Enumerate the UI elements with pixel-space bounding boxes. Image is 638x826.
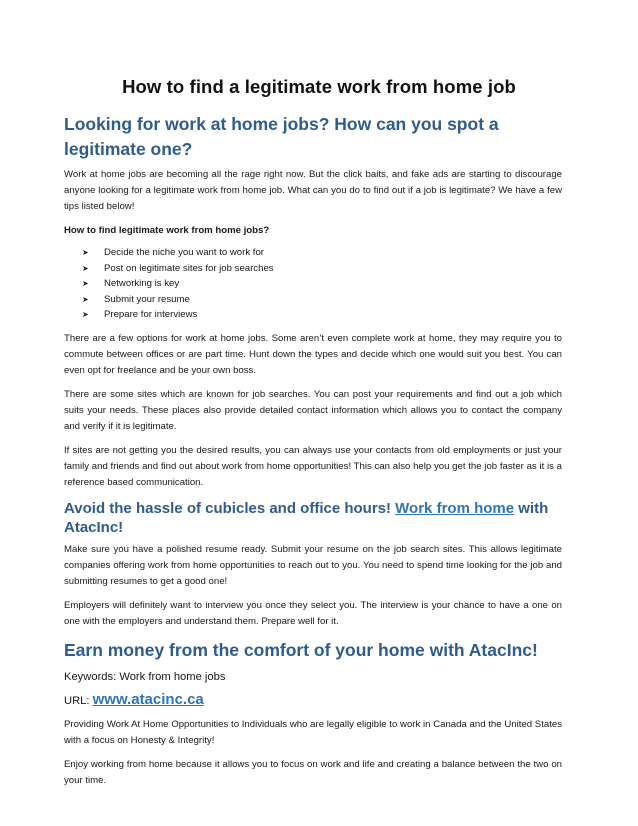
section1-intro: Work at home jobs are becoming all the rage right now. But the click baits, and fake ads are starting to discourage anyone looking for a legitimate work from home job. What can you do to find out if a job is legitimate? We have a few tips listed below! (64, 169, 562, 212)
tip-text: Decide the niche you want to work for (104, 247, 264, 258)
arrow-bullet-icon: ➤ (82, 248, 89, 257)
document-title: How to find a legitimate work from home job (122, 76, 516, 97)
arrow-bullet-icon: ➤ (82, 263, 89, 273)
website-link[interactable]: www.atacinc.ca (92, 691, 204, 709)
tip-text: Networking is key (104, 278, 180, 290)
work-from-home-link[interactable]: Work from home (395, 499, 515, 517)
list-item (82, 292, 562, 308)
section1-paragraph-contacts: If sites are not getting you the desired results, you can always use your contacts from old employments or just your family and friends and find out about work from home opportunities! This can also help you get the job faster as it is a reference based communication. (64, 444, 562, 488)
section1-subheading: How to find legitimate work from home jobs? (64, 225, 270, 236)
section2-heading-pre: Avoid the hassle of cubicles and office hours! (64, 499, 396, 517)
section3-paragraph-providing: Providing Work At Home Opportunities to Individuals who are legally eligible to work in Canada and the United States with a focus on Honesty & Integrity! (64, 719, 562, 747)
url-label: URL: (64, 695, 93, 708)
tip-text: Prepare for interviews (104, 309, 198, 321)
section1-paragraph-options: There are a few options for work at home jobs. Some aren’t even complete work at home, they may require you to commute between offices or are part time. Hunt down the types and decide which one would suit you best. You can even opt for freelance and be your own boss. (64, 332, 562, 376)
list-item (82, 276, 562, 292)
url-line (64, 690, 562, 711)
list-item (82, 261, 562, 277)
arrow-bullet-icon: ➤ (82, 279, 89, 289)
section2-heading (64, 499, 562, 538)
section2-paragraph-resume: Make sure you have a polished resume ready. Submit your resume on the job search sites. This allows legitimate companies offering work from home opportunities to reach out to you. You need to spend time looking for the job and submitting resumes to get a good one! (64, 543, 562, 587)
section1-paragraph-sites: There are some sites which are known for job searches. You can post your requirements and find out a job which suits your needs. These places also provide detailed contact information which allows you to contact the company and verify if it is legitimate. (64, 388, 562, 432)
arrow-bullet-icon: ➤ (82, 310, 89, 320)
arrow-bullet-icon: ➤ (82, 294, 89, 304)
tip-text: Post on legitimate sites for job searches (104, 262, 274, 274)
keywords-line: Keywords: Work from home jobs (64, 671, 226, 684)
section3-paragraph-enjoy: Enjoy working from home because it allows you to focus on work and life and creating a balance between the two on your time. (64, 759, 562, 787)
list-item (82, 245, 562, 261)
tips-list (64, 245, 562, 323)
section3-heading: Earn money from the comfort of your home with AtacInc! (64, 639, 538, 660)
tip-text: Submit your resume (104, 293, 190, 305)
section2-heading-post: with AtacInc! (64, 499, 549, 537)
section1-heading: Looking for work at home jobs? How can you spot a legitimate one? (64, 114, 499, 159)
list-item (82, 307, 562, 323)
section2-paragraph-interview: Employers will definitely want to interview you once they select you. The interview is your chance to have a one on one with the employers and understand them. Prepare well for it. (64, 599, 562, 627)
